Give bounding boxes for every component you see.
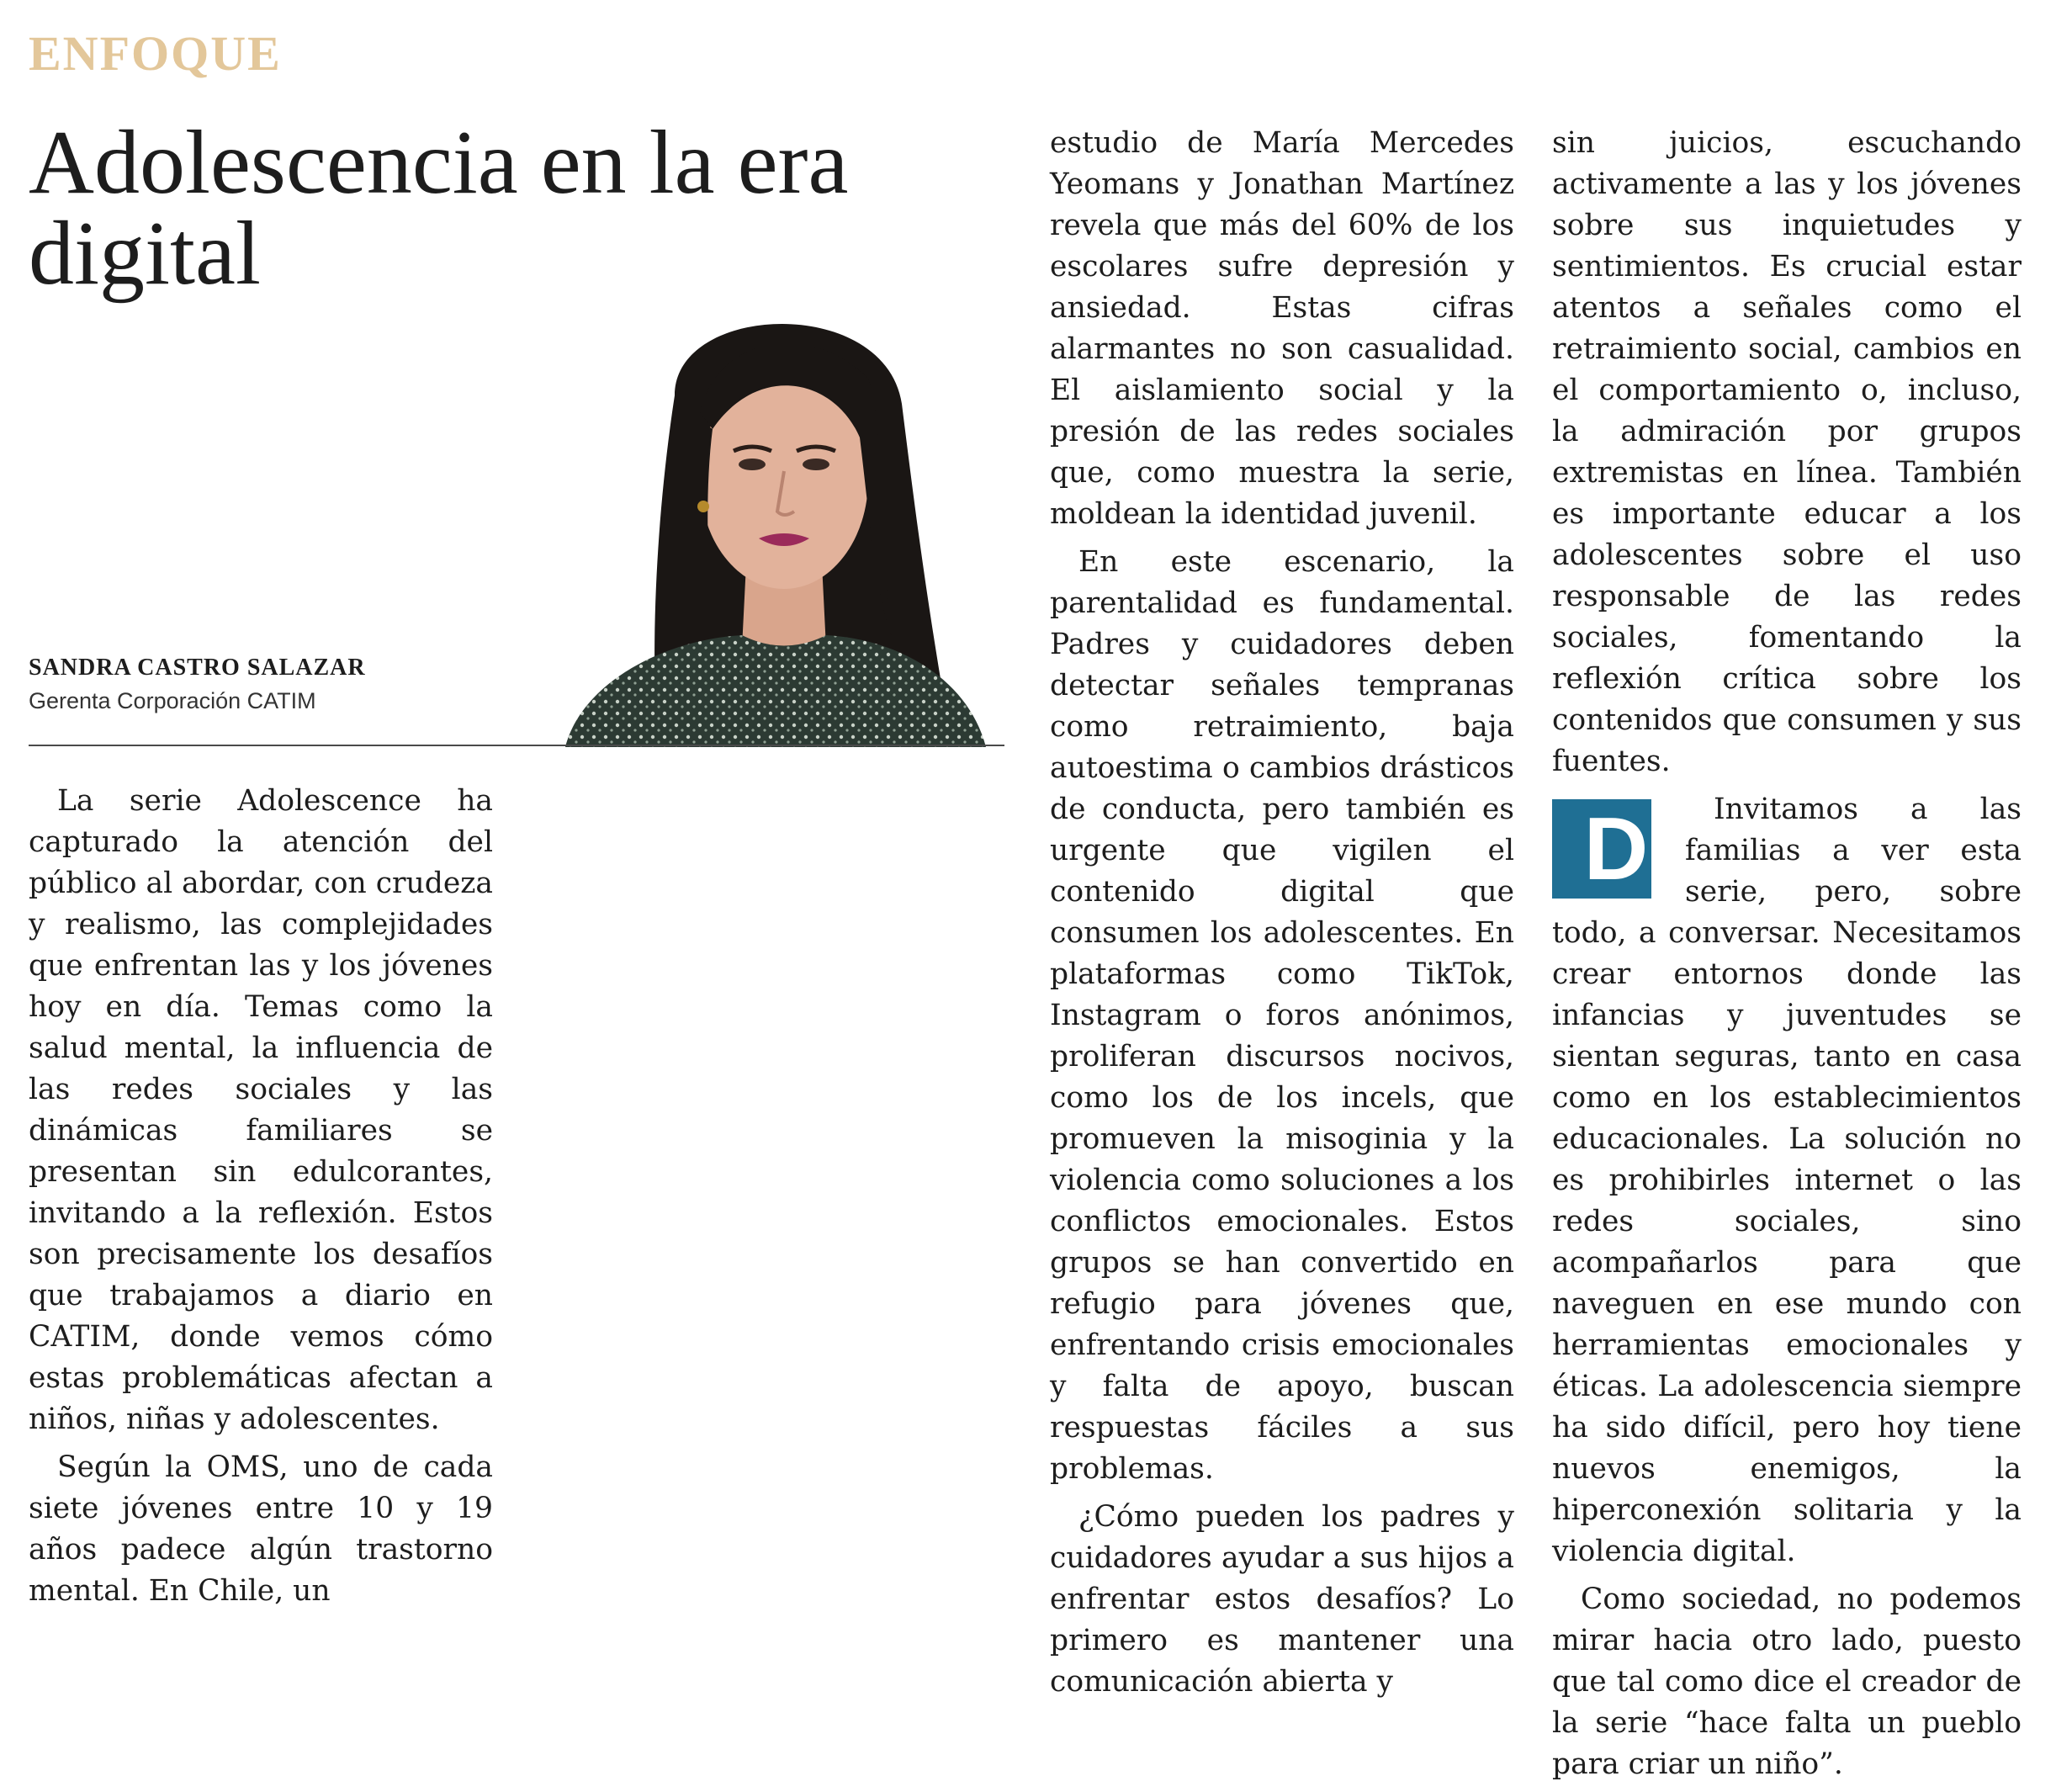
- article-column-1: [29, 781, 493, 1619]
- author-role: Gerenta Corporación CATIM: [29, 688, 316, 713]
- paragraph: ¿Cómo pueden los padres y cuidadores ayudar a sus hijos a enfrentar estos desafíos? Lo primero es mantener una comunicación abierta y: [1050, 1500, 1514, 1699]
- headline: Adolescencia en la era digital: [29, 113, 849, 304]
- paragraph: La serie Adolescence ha capturado la atención del público al abordar, con crudeza y realismo, las complejidades que enfrentan las y los jóvenes hoy en día. Temas como la salud mental, la influencia de las redes sociales y las dinámicas familiares se presentan sin edulcorantes, invitando a la reflexión. Estos son precisamente los desafíos que trabajamos a diario en CATIM, donde vemos cómo estas problemáticas afectan a niños, niñas y adolescentes.: [29, 784, 493, 1436]
- header-divider: [29, 745, 1004, 746]
- paragraph: Como sociedad, no podemos mirar hacia otro lado, puesto que tal como dice el creador de la serie “hace falta un pueblo para criar un niño”.: [1552, 1583, 2022, 1781]
- paragraph: [1552, 789, 2022, 1572]
- article-column-2: [1050, 123, 1514, 1710]
- author-portrait-image: [532, 286, 1003, 747]
- paragraph-text: Invitamos a las familias a ver esta serie, pero, sobre todo, a conversar. Necesitamos crear entornos donde las infancias y juventudes se sientan seguras, tanto en casa como en los establecimientos educacionales. La solución no es prohibirles internet o las redes sociales, sino acompañarlos para que naveguen en ese mundo con herramientas emocionales y éticas. La adolescencia siempre ha sido difícil, pero hoy tiene nuevos enemigos, la hiperconexión solitaria y la violencia digital.: [1552, 793, 2022, 1568]
- paragraph: sin juicios, escuchando activamente a las y los jóvenes sobre sus inquietudes y sentimientos. Es crucial estar atentos a señales como el retraimiento social, cambios en el comportamiento o, incluso, la admiración por grupos extremistas en línea. También es importante educar a los adolescentes sobre el uso responsable de las redes sociales, fomentando la reflexión crítica sobre los contenidos que consumen y sus fuentes.: [1552, 126, 2022, 778]
- author-name: SANDRA CASTRO SALAZAR: [29, 655, 366, 681]
- paragraph: Según la OMS, uno de cada siete jóvenes entre 10 y 19 años padece algún trastorno mental. En Chile, un: [29, 1450, 493, 1608]
- author-photo: [532, 286, 1003, 747]
- article-column-3: [1552, 123, 2022, 1792]
- section-label: ENFOQUE: [29, 26, 282, 81]
- paragraph: estudio de María Mercedes Yeomans y Jonathan Martínez revela que más del 60% de los escolares sufre depresión y ansiedad. Estas cifras alarmantes no son casualidad. El aislamiento social y la presión de las redes sociales que, como muestra la serie, moldean la identidad juvenil.: [1050, 126, 1514, 531]
- paragraph: En este escenario, la parentalidad es fundamental. Padres y cuidadores deben detectar señales tempranas como retraimiento, baja autoestima o cambios drásticos de conducta, pero también es urgente que vigilen el contenido digital que consumen los adolescentes. En plataformas como TikTok, Instagram o foros anónimos, proliferan discursos nocivos, como los de los incels, que promueven la misoginia y la violencia como soluciones a los conflictos emocionales. Estos grupos se han convertido en refugio para jóvenes que, enfrentando crisis emocionales y falta de apoyo, buscan respuestas fáciles a sus problemas.: [1050, 545, 1514, 1486]
- dropcap-badge: D: [1552, 799, 1651, 899]
